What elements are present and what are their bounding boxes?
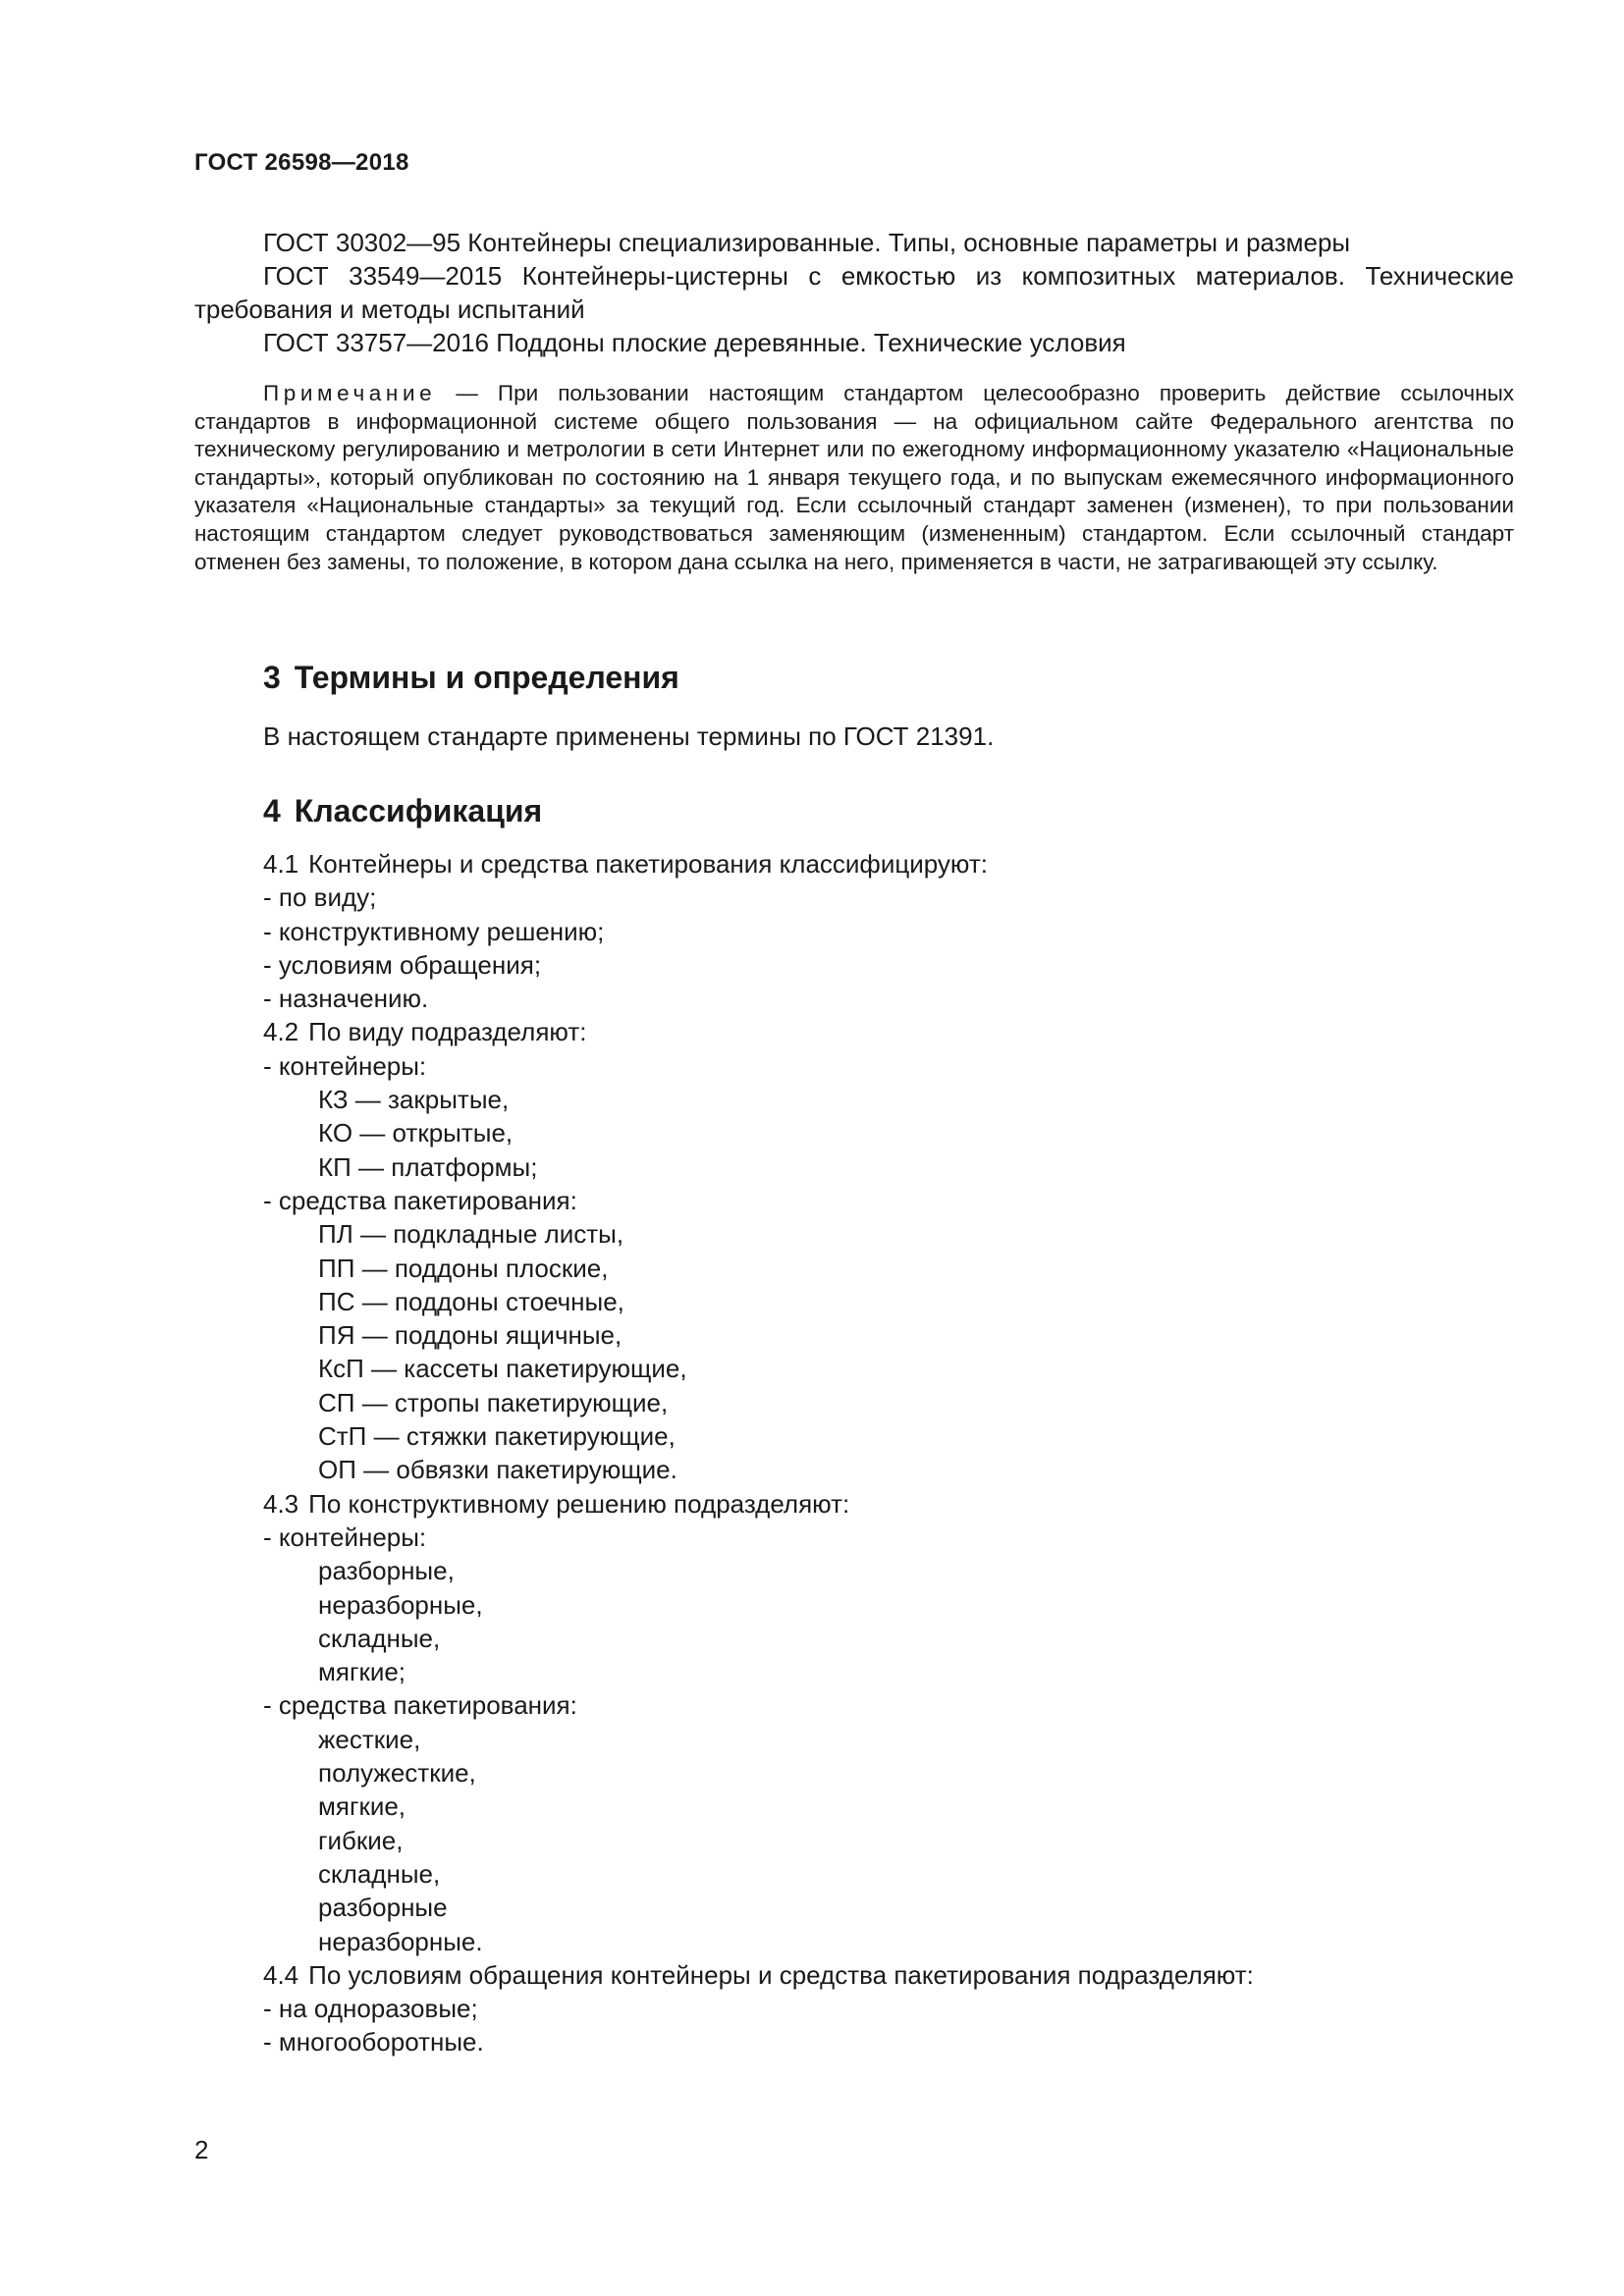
line-text: - контейнеры:	[263, 1050, 427, 1081]
list-item	[263, 982, 1254, 1015]
list-item	[263, 2025, 1254, 2058]
section-3-heading	[263, 660, 679, 696]
list-item	[263, 948, 1254, 982]
list-item	[263, 1688, 1254, 1722]
section-title: Термины и определения	[294, 660, 679, 695]
sub-item	[263, 1824, 1254, 1857]
sub-item	[263, 1419, 1254, 1453]
list-item	[263, 1992, 1254, 2025]
list-item	[263, 1049, 1254, 1083]
line-text: мягкие,	[318, 1791, 406, 1822]
clause-number: 4.2	[263, 1017, 299, 1047]
sub-item	[263, 1083, 1254, 1116]
line-text: разборные,	[318, 1556, 455, 1586]
sub-item	[263, 1453, 1254, 1486]
line-text: Контейнеры и средства пакетирования классифицируют:	[308, 849, 988, 879]
line-text: СтП — стяжки пакетирующие,	[318, 1421, 676, 1452]
clause-line	[263, 1015, 1254, 1048]
line-text: полужесткие,	[318, 1758, 476, 1789]
list-item	[263, 1184, 1254, 1217]
section-4-heading	[263, 793, 542, 829]
line-text: складные,	[318, 1623, 441, 1653]
line-text: гибкие,	[318, 1825, 404, 1855]
sub-item	[263, 1352, 1254, 1385]
normative-references	[194, 226, 1514, 359]
sub-item	[263, 1285, 1254, 1318]
section-number: 3	[263, 660, 281, 695]
sub-item	[263, 1386, 1254, 1419]
sub-item	[263, 1318, 1254, 1352]
document-header: ГОСТ 26598—2018	[194, 149, 409, 176]
line-text: КП — платформы;	[318, 1151, 538, 1182]
line-text: ПС — поддоны стоечные,	[318, 1286, 624, 1316]
reference-item: ГОСТ 30302—95 Контейнеры специализированные. Типы, основные параметры и размеры	[263, 228, 1351, 257]
sub-item	[263, 1655, 1254, 1688]
line-text: - контейнеры:	[263, 1522, 427, 1552]
sub-item	[263, 1252, 1254, 1285]
line-text: По конструктивному решению подразделяют:	[308, 1488, 850, 1519]
line-text: - средства пакетирования:	[263, 1690, 577, 1721]
sub-item	[263, 1723, 1254, 1756]
list-item	[263, 881, 1254, 914]
line-text: По условиям обращения контейнеры и средства пакетирования подразделяют:	[308, 1959, 1254, 1990]
note-text: — При пользовании настоящим стандартом целесообразно проверить действие ссылочных стандартов в информационной системе общего пользования — на официальном сайте Федерального агентства по техническому регулированию и метрологии в сети Интернет или по ежегодному информационному указателю «Национальные стандарты», который опубликован по состоянию на 1 января текущего года, и по выпускам ежемесячного информационного указателя «Национальные стандарты» за текущий год. Если ссылочный стандарт заменен (изменен), то при пользовании настоящим стандартом следует руководствоваться заменяющим (измененным) стандартом. Если ссылочный стандарт отменен без замены, то положение, в котором дана ссылка на него, применяется в части, не затрагивающей эту ссылку.	[194, 381, 1514, 574]
line-text: неразборные,	[318, 1589, 483, 1620]
line-text: КсП — кассеты пакетирующие,	[318, 1354, 687, 1384]
sub-item	[263, 1857, 1254, 1891]
line-text: - на одноразовые;	[263, 1994, 478, 2024]
sub-item	[263, 1116, 1254, 1149]
clause-number: 4.1	[263, 849, 299, 879]
line-text: - средства пакетирования:	[263, 1185, 577, 1215]
line-text: КЗ — закрытые,	[318, 1085, 510, 1115]
line-text: ОП — обвязки пакетирующие.	[318, 1455, 677, 1485]
line-text: ПЯ — поддоны ящичные,	[318, 1320, 623, 1351]
clause-line	[263, 1487, 1254, 1521]
line-text: мягкие;	[318, 1657, 406, 1687]
line-text: По виду подразделяют:	[308, 1017, 587, 1047]
section-title: Классификация	[294, 793, 543, 828]
clause-number: 4.4	[263, 1959, 299, 1990]
line-text: - назначению.	[263, 984, 429, 1014]
list-item	[263, 915, 1254, 948]
reference-item: ГОСТ 33549—2015 Контейнеры-цистерны с емкостью из композитных материалов. Технические требования и методы испытаний	[194, 261, 1514, 324]
line-text: - условиям обращения;	[263, 949, 542, 980]
sub-item	[263, 1554, 1254, 1587]
line-text: складные,	[318, 1858, 441, 1889]
line-text: неразборные.	[318, 1926, 483, 1956]
line-text: - по виду;	[263, 882, 377, 913]
classification-list	[263, 847, 1254, 2059]
line-text: ПЛ — подкладные листы,	[318, 1219, 624, 1250]
list-item	[263, 1521, 1254, 1554]
line-text: жесткие,	[318, 1724, 421, 1754]
sub-item	[263, 1588, 1254, 1622]
references-note	[194, 380, 1514, 576]
note-label: Примечание	[263, 381, 437, 405]
sub-item	[263, 1789, 1254, 1823]
line-text: КО — открытые,	[318, 1118, 514, 1148]
section-number: 4	[263, 793, 281, 828]
line-text: разборные	[318, 1893, 448, 1923]
sub-item	[263, 1150, 1254, 1184]
line-text: - конструктивному решению;	[263, 916, 605, 946]
section-3-text: В настоящем стандарте применены термины по ГОСТ 21391.	[263, 721, 995, 751]
line-text: СП — стропы пакетирующие,	[318, 1387, 669, 1417]
line-text: - многооборотные.	[263, 2027, 484, 2057]
sub-item	[263, 1756, 1254, 1789]
sub-item	[263, 1217, 1254, 1251]
reference-item: ГОСТ 33757—2016 Поддоны плоские деревянные. Технические условия	[263, 328, 1126, 357]
clause-line	[263, 847, 1254, 881]
sub-item	[263, 1622, 1254, 1655]
line-text: ПП — поддоны плоские,	[318, 1253, 609, 1283]
clause-number: 4.3	[263, 1488, 299, 1519]
sub-item	[263, 1925, 1254, 1958]
page-number: 2	[194, 2135, 209, 2164]
clause-line	[263, 1958, 1254, 1992]
sub-item	[263, 1891, 1254, 1924]
